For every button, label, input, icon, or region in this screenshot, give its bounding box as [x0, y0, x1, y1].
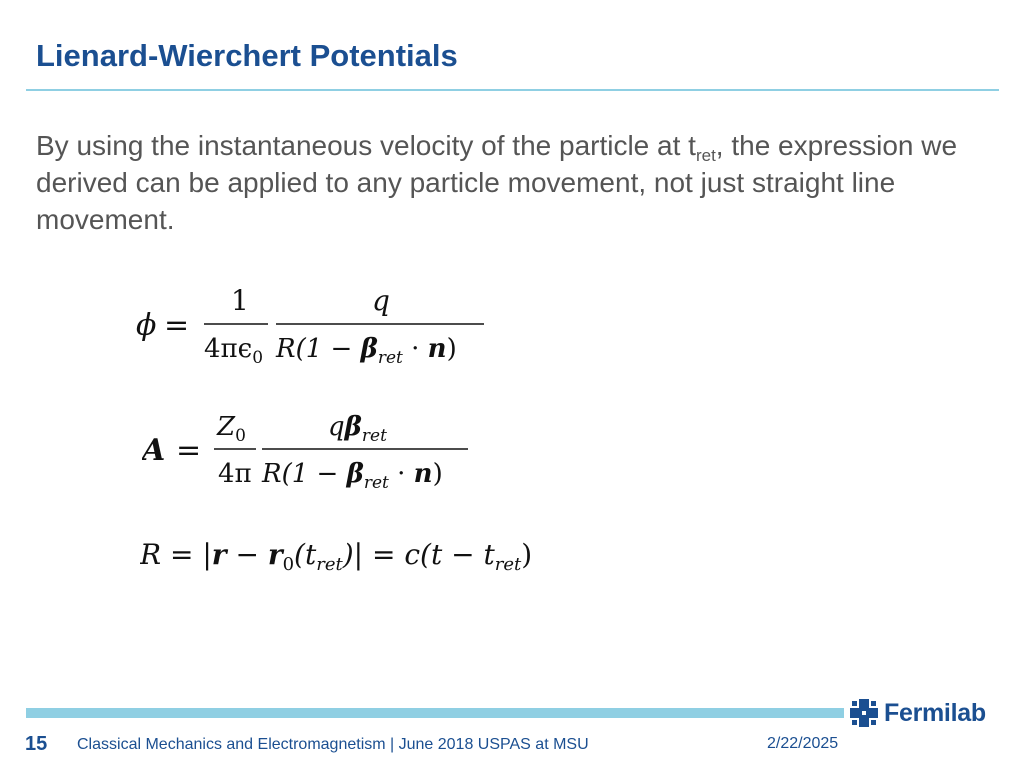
- page-number: 15: [25, 733, 48, 755]
- eq-phi-beta-sub: ret: [377, 348, 403, 368]
- eq-a-num-beta: β: [344, 412, 362, 442]
- eq-a-frac2-den: R(1 −: [262, 459, 347, 489]
- eq-phi-dot: ·: [402, 334, 428, 364]
- body-text-part2: , the expression we derived can be applied to any particle movement, not just straight line movement.: [36, 130, 958, 235]
- svg-text:4πϵ0: [204, 334, 263, 368]
- eq-phi-equals: =: [164, 308, 190, 343]
- equation-r: [140, 530, 580, 580]
- svg-text:qβret: [328, 412, 387, 446]
- footer-date: 2/22/2025: [767, 735, 839, 752]
- eq-a-q: q: [328, 412, 345, 442]
- fermilab-logo: [850, 696, 1006, 730]
- svg-text:Z0: [216, 412, 246, 446]
- fermilab-logo-icon: [850, 699, 878, 727]
- eq-phi-lhs: ϕ: [136, 308, 157, 343]
- eq-r-sub-ret1: ret: [316, 554, 343, 575]
- fermilab-logo-text: Fermilab: [884, 698, 986, 727]
- eq-a-z: Z: [217, 412, 236, 442]
- eq-a-num-beta-sub: ret: [361, 426, 387, 446]
- eq-a-dot: ·: [388, 459, 414, 489]
- body-paragraph: [36, 127, 966, 238]
- eq-r-sub-ret2: ret: [494, 554, 522, 575]
- eq-phi-frac1-den: 4πϵ: [204, 334, 253, 364]
- svg-text:R(1 − βret · n): [261, 459, 443, 493]
- eq-phi-beta: β: [360, 334, 378, 364]
- eq-a-equals: =: [176, 433, 202, 468]
- eq-phi-frac2-num: q: [372, 284, 390, 317]
- title-divider: [26, 89, 999, 91]
- eq-r-sub0: 0: [282, 554, 295, 575]
- eq-a-den-beta: β: [346, 459, 364, 489]
- eq-a-den-beta-sub: ret: [363, 473, 389, 493]
- eq-a-lhs: A: [142, 433, 166, 468]
- eq-r-r1: r: [211, 538, 227, 571]
- body-text-part1: By using the instantaneous velocity of the particle at t: [36, 130, 696, 161]
- footer-bar: [26, 708, 844, 718]
- eq-a-frac1-den: 4π: [218, 459, 252, 489]
- eq-a-close: ): [432, 459, 443, 489]
- eq-a-z-sub: 0: [235, 426, 246, 446]
- eq-r-t4: )| = c(t − t: [342, 538, 495, 571]
- svg-text:R(1 − βret · n): [275, 334, 457, 368]
- footer-course-text: Classical Mechanics and Electromagnetism | June 2018 USPAS at MSU: [77, 736, 589, 753]
- eq-r-t5: ): [521, 538, 533, 571]
- eq-r-t2: −: [226, 538, 268, 571]
- slide-title: Lienard-Wierchert Potentials: [36, 38, 458, 73]
- eq-phi-frac1-den-sub: 0: [252, 348, 264, 368]
- eq-phi-frac2-den: R(1 −: [276, 334, 361, 364]
- svg-text:R = |r − r0(tret)| = c(t − tre: [140, 538, 532, 575]
- eq-r-t1: R = |: [140, 538, 212, 571]
- eq-phi-n: n: [427, 334, 447, 364]
- equation-phi: [136, 282, 496, 372]
- eq-phi-close: ): [446, 334, 457, 364]
- eq-r-t3: (t: [294, 538, 317, 571]
- eq-a-n: n: [413, 459, 433, 489]
- body-subscript: ret: [695, 146, 716, 165]
- equation-a: [142, 407, 482, 497]
- eq-phi-frac1-num: 1: [231, 284, 249, 317]
- eq-r-r2: r: [267, 538, 283, 571]
